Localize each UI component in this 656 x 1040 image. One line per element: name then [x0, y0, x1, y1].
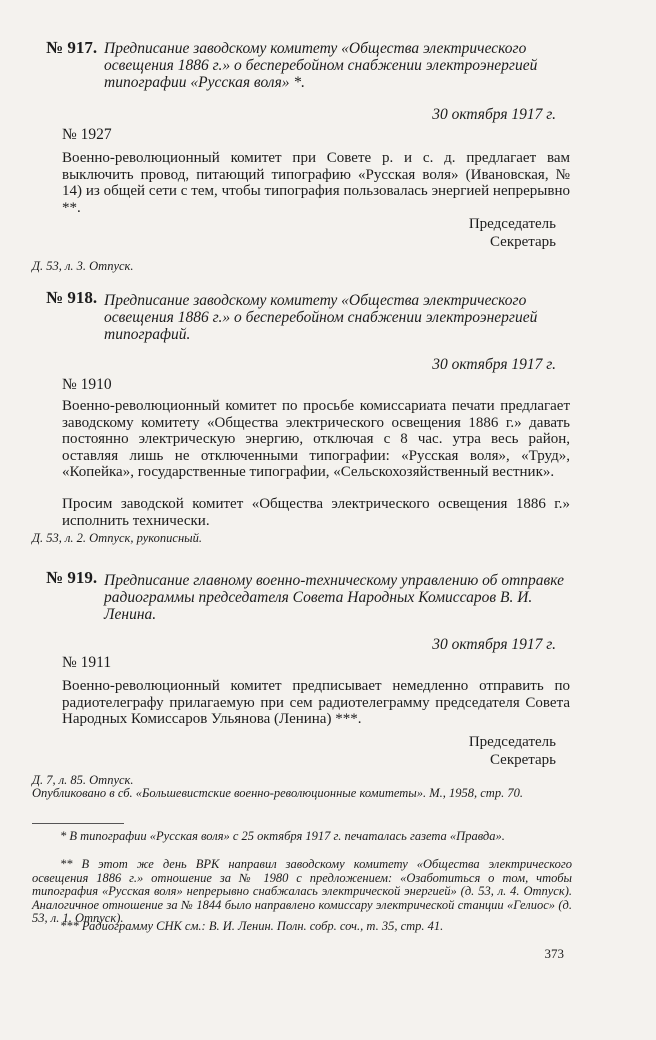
footnote-2: ** В этот же день ВРК направил заводскому комитету «Общества электрического освещения 1886 г.» отношение за № 1980 с предложением: «Озаботиться о том, чтобы типография «Русская воля» непрерывно снабжалась электрической энергией» (д. 53, л. 4. Отпуск). Аналогичное отношение за № 1844 было направлено комиссару электрической станции «Гелиос» (д. 53, л. 1. Отпуск). — [32, 857, 572, 925]
doc-918-text-request: Просим заводской комитет «Общества электрического освещения 1886 г.» исполнить технически. — [62, 496, 570, 529]
footnote-3: *** Радиограмму СНК см.: В. И. Ленин. Полн. собр. соч., т. 35, стр. 41. — [60, 919, 444, 933]
doc-917-title: Предписание заводскому комитету «Общества электрического освещения 1886 г.» о бесперебойном снабжении электроэнергией типографии «Русская воля» *. — [104, 40, 538, 91]
doc-918-date: 30 октября 1917 г. — [432, 356, 556, 373]
footnote-1: * В типографии «Русская воля» с 25 октября 1917 г. печаталась газета «Правда». — [60, 829, 505, 843]
doc-919-title: Предписание главному военно-техническому управлению об отправке радиограммы председателя Совета Народных Комиссаров В. И. Ленина. — [104, 572, 565, 623]
doc-918-outgoing-number: № 1910 — [62, 376, 112, 393]
doc-919-number: № 919. — [46, 568, 98, 587]
doc-918-archive-ref: Д. 53, л. 2. Отпуск, рукописный. — [32, 531, 202, 545]
doc-917-number: № 917. — [46, 38, 98, 57]
doc-919-archive-ref: Д. 7, л. 85. Отпуск. — [32, 773, 134, 787]
doc-917-signature-secretary: Секретарь — [489, 234, 556, 250]
footnote-divider — [32, 823, 124, 824]
doc-918-title: Предписание заводскому комитету «Общества электрического освещения 1886 г.» о бесперебойном снабжении электроэнергией типографий. — [104, 292, 538, 343]
doc-919-text: Военно-революционный комитет предписывает немедленно отправить по радиотелеграфу прилагаемую при сем радиотелеграмму председателя Совета Народных Комиссаров Ульянова (Ленина) ***. — [62, 678, 570, 727]
doc-918-text-main: Военно-революционный комитет по просьбе комиссариата печати предлагает заводскому комитету «Общества электрического освещения 1886 г.» давать постоянно электрическую энергию, отключая с 8 час. утра весь район, оставляя лишь не отключенными типографии: «Русская воля», «Труд», «Копейка», государственные типографии, «Сельскохозяйственный вестник». — [62, 398, 570, 480]
doc-917-outgoing-number: № 1927 — [62, 126, 112, 143]
doc-919-outgoing-number: № 1911 — [62, 654, 112, 671]
doc-917-archive-ref: Д. 53, л. 3. Отпуск. — [32, 259, 134, 273]
doc-917-signature-chairman: Председатель — [468, 216, 556, 232]
doc-917-text: Военно-революционный комитет при Совете р. и с. д. предлагает вам выключить провод, питающий типографию «Русская воля» (Ивановская, № 14) из общей сети с тем, чтобы типография пользовалась энергией непрерывно **. — [62, 150, 570, 216]
doc-918-number: № 918. — [46, 288, 98, 307]
doc-919-publication-ref: Опубликовано в сб. «Большевистские военно-революционные комитеты». М., 1958, стр. 70. — [32, 786, 523, 800]
page-number: 373 — [544, 946, 564, 961]
doc-917-date: 30 октября 1917 г. — [432, 106, 556, 123]
doc-919-signature-chairman: Председатель — [468, 734, 556, 750]
doc-919-signature-secretary: Секретарь — [489, 752, 556, 768]
doc-919-date: 30 октября 1917 г. — [432, 636, 556, 653]
